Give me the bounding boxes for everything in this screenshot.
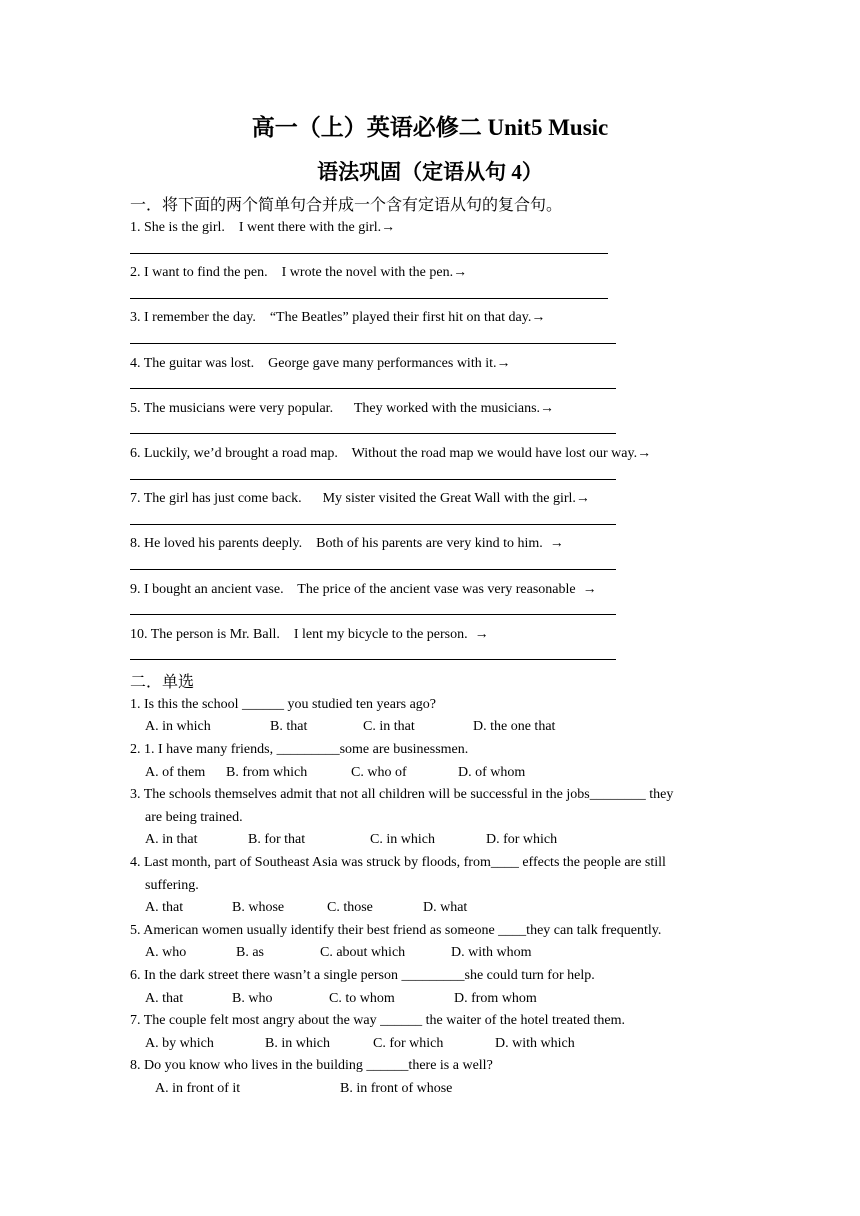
combine-item-text: 6. Luckily, we’d brought a road map. Without the road map we would have lost our way.→ <box>130 445 652 461</box>
mc-question <box>130 852 730 920</box>
answer-option[interactable]: D. with which <box>495 1035 575 1051</box>
combine-item <box>130 262 730 307</box>
mc-question <box>130 920 730 965</box>
answer-option[interactable]: C. to whom <box>329 990 395 1006</box>
question-text: 2. 1. I have many friends, _________some are businessmen. <box>130 742 469 758</box>
answer-option[interactable]: C. about which <box>320 945 406 961</box>
question-text: are being trained. <box>145 809 243 825</box>
question-text: suffering. <box>145 877 199 893</box>
answer-option[interactable]: D. the one that <box>473 719 556 735</box>
combine-item-text: 9. I bought an ancient vase. The price of the ancient vase was very reasonable → <box>130 581 597 597</box>
answer-blank-line[interactable] <box>130 330 730 353</box>
answer-option[interactable]: A. that <box>145 990 184 1006</box>
combine-item <box>130 353 730 398</box>
answer-option[interactable]: B. as <box>236 945 264 961</box>
options-row <box>130 716 730 739</box>
answer-blank-line[interactable] <box>130 420 730 443</box>
combine-item-text: 4. The guitar was lost. George gave many performances with it.→ <box>130 355 511 371</box>
combine-item <box>130 443 730 488</box>
answer-blank-line[interactable] <box>130 556 730 579</box>
answer-option[interactable]: A. in which <box>145 719 211 735</box>
question-text: 7. The couple felt most angry about the way ______ the waiter of the hotel treated them. <box>130 1013 626 1029</box>
combine-item <box>130 624 730 669</box>
section2-heading: 二．单选 <box>130 673 195 691</box>
section1-list <box>130 217 730 669</box>
combine-item-text: 2. I want to find the pen. I wrote the novel with the pen.→ <box>130 265 468 281</box>
answer-option[interactable]: B. who <box>232 990 273 1006</box>
combine-item-text: 8. He loved his parents deeply. Both of his parents are very kind to him. → <box>130 536 564 552</box>
mc-question <box>130 1010 730 1055</box>
answer-blank-line[interactable] <box>130 285 730 308</box>
options-row <box>130 829 730 852</box>
answer-option[interactable]: B. from which <box>226 764 308 780</box>
answer-option[interactable]: A. in that <box>145 832 198 848</box>
options-row <box>130 988 730 1011</box>
options-row <box>130 1033 730 1056</box>
question-text: 5. American women usually identify their best friend as someone ____they can talk frequently. <box>130 922 662 938</box>
answer-option[interactable]: D. for which <box>486 832 558 848</box>
combine-item <box>130 533 730 578</box>
options-row <box>130 1078 730 1101</box>
mc-question <box>130 1055 730 1100</box>
answer-option[interactable]: C. those <box>327 900 373 916</box>
options-row <box>130 942 730 965</box>
page-title: 高一（上）英语必修二 Unit5 Music <box>251 115 609 140</box>
answer-option[interactable]: C. for which <box>373 1035 444 1051</box>
answer-option[interactable]: D. of whom <box>458 764 526 780</box>
answer-option[interactable]: C. who of <box>351 764 407 780</box>
combine-item-text: 3. I remember the day. “The Beatles” played their first hit on that day.→ <box>130 310 546 326</box>
answer-option[interactable]: B. whose <box>232 900 285 916</box>
section1-heading: 一．将下面的两个简单句合并成一个含有定语从句的复合句。 <box>130 197 563 214</box>
answer-option[interactable]: B. that <box>270 719 308 735</box>
mc-question <box>130 784 730 852</box>
answer-option[interactable]: D. with whom <box>451 945 532 961</box>
mc-question <box>130 739 730 784</box>
combine-item-text: 10. The person is Mr. Ball. I lent my bicycle to the person. → <box>130 626 489 642</box>
answer-option[interactable]: B. in which <box>265 1035 330 1051</box>
answer-option[interactable]: C. in which <box>370 832 435 848</box>
question-text: 4. Last month, part of Southeast Asia was struck by floods, from____ effects the people are still <box>130 855 666 871</box>
answer-option[interactable]: C. in that <box>363 719 415 735</box>
combine-item <box>130 488 730 533</box>
question-text: 1. Is this the school ______ you studied ten years ago? <box>130 696 437 712</box>
answer-blank-line[interactable] <box>130 511 730 534</box>
answer-option[interactable]: A. by which <box>145 1035 214 1051</box>
mc-question <box>130 965 730 1010</box>
answer-blank-line[interactable] <box>130 466 730 489</box>
combine-item-text: 5. The musicians were very popular. They worked with the musicians.→ <box>130 400 555 416</box>
combine-item-text: 7. The girl has just come back. My sister visited the Great Wall with the girl.→ <box>130 491 590 507</box>
answer-option[interactable]: A. in front of it <box>155 1080 241 1096</box>
answer-blank-line[interactable] <box>130 601 730 624</box>
answer-blank-line[interactable] <box>130 646 730 669</box>
answer-option[interactable]: A. that <box>145 900 184 916</box>
answer-option[interactable]: D. from whom <box>454 990 537 1006</box>
question-text: 3. The schools themselves admit that not all children will be successful in the jobs________ they <box>130 787 674 803</box>
options-row <box>130 897 730 920</box>
question-text: 6. In the dark street there wasn’t a single person _________she could turn for help. <box>130 968 595 983</box>
answer-option[interactable]: A. of them <box>145 764 206 780</box>
section2-list <box>130 694 730 1101</box>
combine-item <box>130 307 730 352</box>
answer-option[interactable]: B. in front of whose <box>340 1080 453 1096</box>
worksheet-content <box>130 195 730 1101</box>
answer-option[interactable]: D. what <box>423 900 468 916</box>
answer-option[interactable]: B. for that <box>248 832 306 848</box>
page-subtitle: 语法巩固（定语从句 4） <box>317 160 543 184</box>
answer-blank-line[interactable] <box>130 240 730 263</box>
answer-option[interactable]: A. who <box>145 945 187 961</box>
combine-item <box>130 398 730 443</box>
combine-item-text: 1. She is the girl. I went there with the girl.→ <box>130 220 396 235</box>
combine-item <box>130 579 730 624</box>
question-text: 8. Do you know who lives in the building ______there is a well? <box>130 1058 493 1074</box>
options-row <box>130 762 730 785</box>
answer-blank-line[interactable] <box>130 375 730 398</box>
mc-question <box>130 694 730 739</box>
combine-item <box>130 217 730 262</box>
